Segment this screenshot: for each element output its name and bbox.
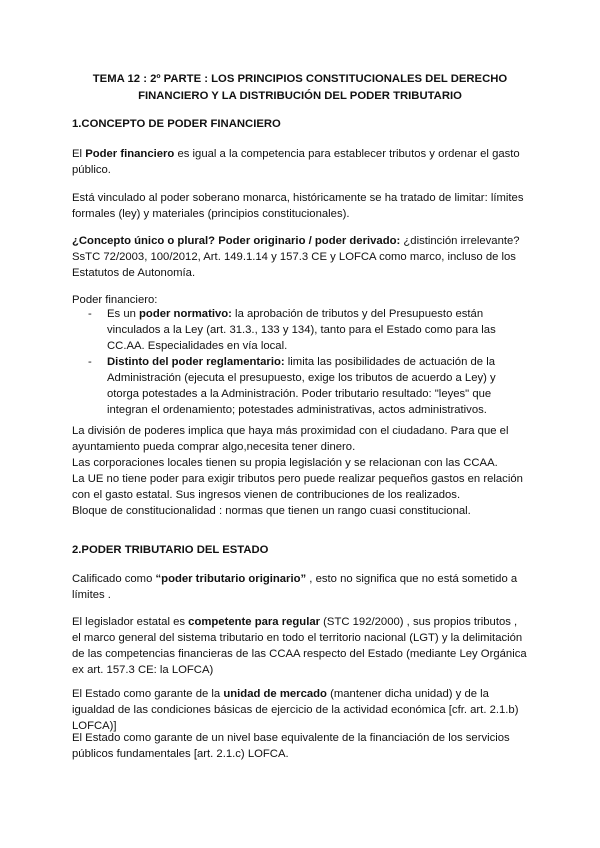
text-run: limita las posibilidades de actuación de la Administración (ejecuta el presupuesto, exige los tributos de acuerdo a Ley) y otorga potestades a la Administración. Poder tributario resultado: "leyes" que integran el ordenamiento; potestades administrativas, actos administrativos.	[107, 356, 496, 416]
text-run: El Estado como garante de la	[72, 688, 224, 700]
text-run: El	[72, 148, 86, 160]
text-run: Es un	[107, 308, 140, 320]
text-run: Calificado como	[72, 573, 156, 585]
paragraph-division-poderes	[72, 423, 528, 519]
text-line: La UE no tiene poder para exigir tributos pero puede realizar pequeños gastos en relación con el gasto estatal. Sus ingresos vienen de contribuciones de los realizados.	[72, 473, 523, 501]
paragraph-unidad-mercado	[72, 686, 528, 734]
poder-financiero-list	[72, 306, 528, 418]
text-run: , esto no significa que no está sometido a límites .	[72, 573, 518, 601]
bold-term: unidad de mercado	[223, 688, 327, 700]
paragraph-calificado	[72, 571, 528, 603]
list-item	[72, 354, 528, 418]
list-dash: -	[88, 356, 92, 368]
text-run: (STC 192/2000) , sus propios tributos , el marco general del sistema tributario en todo el territorio nacional (LGT) y la delimitación de las competencias financieras de las CCAA respecto del Estado (mediante Ley Orgánica ex art. 157.3 CE: la LOFCA)	[72, 616, 527, 676]
document-title: TEMA 12 : 2º PARTE : LOS PRINCIPIOS CONSTITUCIONALES DEL DERECHO FINANCIERO Y LA DISTRIBUCIÓN DEL PODER TRIBUTARIO	[92, 73, 508, 102]
list-item	[72, 306, 528, 354]
paragraph-poder-financiero	[72, 146, 528, 178]
paragraph-concepto-unico	[72, 233, 528, 281]
list-dash: -	[88, 308, 92, 320]
text-run: es igual a la competencia para establecer tributos y ordenar el gasto público.	[72, 148, 520, 176]
paragraph-legislador	[72, 614, 528, 678]
text-run: ¿distinción irrelevante? SsTC 72/2003, 100/2012, Art. 149.1.14 y 157.3 CE y LOFCA como marco, incluso de los Estatutos de Autonomía.	[72, 235, 520, 279]
bold-term: poder normativo:	[139, 308, 232, 320]
text-line: La división de poderes implica que haya más proximidad con el ciudadano. Para que el ayuntamiento pueda comprar algo,necesita tener dinero.	[72, 425, 509, 453]
bold-term: ¿Concepto único o plural? Poder originario / poder derivado:	[72, 235, 401, 247]
text-run: (mantener dicha unidad) y de la igualdad de las condiciones básicas de ejercicio de la actividad económica [cfr. art. 2.1.b) LOFCA)]	[72, 688, 519, 732]
text-run: la aprobación de tributos y del Presupuesto están vinculados a la Ley (art. 31.3., 133 y 134), tanto para el Estado como para las CC.AA. Especialidades en vía local.	[107, 308, 496, 352]
text-line: Las corporaciones locales tienen su propia legislación y se relacionan con las CCAA.	[72, 457, 498, 469]
text-run: El legislador estatal es	[72, 616, 189, 628]
text-line: Bloque de constitucionalidad : normas que tienen un rango cuasi constitucional.	[72, 505, 471, 517]
bold-term: “poder tributario originario”	[155, 573, 307, 585]
bold-term: Distinto del poder reglamentario:	[107, 356, 285, 368]
paragraph-nivel-base: El Estado como garante de un nivel base equivalente de la financiación de los servicios públicos fundamentales [art. 2.1.c) LOFCA.	[72, 732, 510, 760]
paragraph-vinculado: Está vinculado al poder soberano monarca, históricamente se ha tratado de limitar: límites formales (ley) y materiales (principios constitucionales).	[72, 192, 524, 220]
section-heading-concepto: 1.CONCEPTO DE PODER FINANCIERO	[72, 118, 281, 130]
paragraph-poder-financiero-label: Poder financiero:	[72, 294, 158, 306]
bold-term: Poder financiero	[85, 148, 175, 160]
section-heading-poder-tributario: 2.PODER TRIBUTARIO DEL ESTADO	[72, 544, 269, 556]
bold-term: competente para regular	[188, 616, 321, 628]
